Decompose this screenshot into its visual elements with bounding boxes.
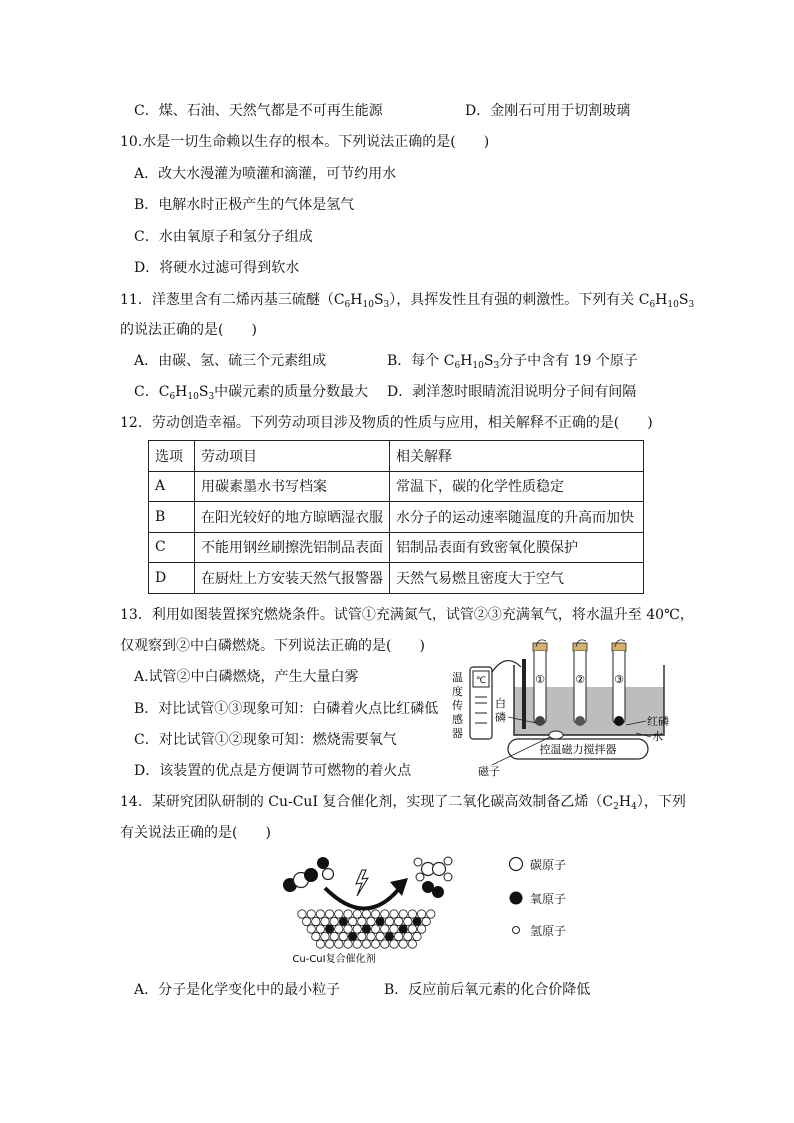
test-tube-1 xyxy=(533,640,547,726)
sensor-label-char: 度 xyxy=(452,685,463,698)
lattice-atom xyxy=(404,917,412,925)
lattice-atom xyxy=(371,940,379,948)
lattice-atom xyxy=(335,940,343,948)
tube-label: ① xyxy=(535,673,545,686)
lattice-atom xyxy=(399,940,407,948)
atom-legend-icons xyxy=(508,856,524,940)
oxygen-atom-icon xyxy=(510,892,523,905)
test-tube-2 xyxy=(573,640,587,726)
ethylene-molecule xyxy=(414,857,452,881)
lattice-atom xyxy=(385,932,393,940)
table-cell: 常温下，碳的化学性质稳定 xyxy=(390,471,644,502)
table-cell: B xyxy=(149,502,195,533)
white-phosphorus-1 xyxy=(535,716,545,726)
lattice-atom xyxy=(344,910,352,918)
test-tube-3 xyxy=(612,640,626,726)
lattice-atom xyxy=(335,910,343,918)
combustion-apparatus-figure xyxy=(446,637,676,779)
table-cell: D xyxy=(149,563,195,594)
q12-stem: 12．劳动创造幸福。下列劳动项目涉及物质的性质与应用，相关解释不正确的是( ) xyxy=(120,415,653,431)
table-cell: 在阳光较好的地方晾晒湿衣服 xyxy=(195,502,390,533)
q9-option-c: C．煤、石油、天然气都是不可再生能源 xyxy=(134,103,383,119)
lattice-atom xyxy=(325,910,333,918)
q10-stem: 10.水是一切生命赖以生存的根本。下列说法正确的是( ) xyxy=(120,134,490,150)
lattice-atom xyxy=(404,932,412,940)
table-cell: A xyxy=(149,471,195,502)
water-label: 水 xyxy=(652,730,663,743)
catalyst-label: Cu-CuI复合催化剂 xyxy=(292,954,376,965)
lattice-atom xyxy=(381,940,389,948)
lattice-atom xyxy=(339,932,347,940)
lattice-atom xyxy=(376,932,384,940)
q13-option-c: C．对比试管①②现象可知：燃烧需要氧气 xyxy=(134,732,397,748)
lattice-atom xyxy=(362,910,370,918)
lattice-atom xyxy=(312,917,320,925)
table-header: 劳动项目 xyxy=(195,441,390,472)
q13-stem: 13．利用如图装置探究燃烧条件。试管①充满氮气，试管②③充满氧气，将水温升至 40℃， xyxy=(120,607,694,623)
magnet-label: 磁子 xyxy=(478,765,500,778)
table-cell: 在厨灶上方安装天然气报警器 xyxy=(195,563,390,594)
q13-option-d: D．该装置的优点是方便调节可燃物的着火点 xyxy=(134,763,412,779)
lattice-atom xyxy=(358,917,366,925)
table-header-row xyxy=(149,441,644,472)
lattice-atom xyxy=(417,925,425,933)
q11-option-c: C．$C_6H_{10}S_3$中碳元素的质量分数最大 xyxy=(134,384,369,402)
lattice-atom xyxy=(348,917,356,925)
q13-stem-line2: 仅观察到②中白磷燃烧。下列说法正确的是( ) xyxy=(120,638,425,654)
lattice-atom xyxy=(316,910,324,918)
lattice-atom xyxy=(312,932,320,940)
lattice-atom xyxy=(399,925,407,933)
lattice-atom xyxy=(298,910,306,918)
q14-option-b: B．反应前后氧元素的化合价降低 xyxy=(384,982,591,998)
lightning-icon xyxy=(356,870,368,896)
lattice-atom xyxy=(330,917,338,925)
lattice-atom xyxy=(321,932,329,940)
reaction-arrow xyxy=(325,888,398,909)
temperature-probe xyxy=(522,659,526,729)
lattice-atom xyxy=(344,940,352,948)
lattice-atom xyxy=(316,940,324,948)
lattice-atom xyxy=(413,932,421,940)
q12-table xyxy=(148,440,644,594)
lattice-atom xyxy=(358,932,366,940)
q11-stem: 11．洋葱里含有二烯丙基三硫醚$(C_6H_{10}S_3)$，具挥发性且有强的刺激性。下列有关 $C_6H_{10}S_3$ xyxy=(120,292,695,310)
sensor-cable xyxy=(492,661,521,672)
lattice-atom xyxy=(362,940,370,948)
lattice-atom xyxy=(362,925,370,933)
lattice-atom xyxy=(330,932,338,940)
lattice-atom xyxy=(321,917,329,925)
white-phosphorus-label: 磷 xyxy=(495,711,506,724)
lattice-atom xyxy=(367,917,375,925)
thermo-unit-label: ℃ xyxy=(475,676,487,686)
hydrogen-atom-icon xyxy=(513,927,520,934)
table-row xyxy=(149,502,644,533)
q11-option-d: D．剥洋葱时眼睛流泪说明分子间有间隔 xyxy=(387,384,637,400)
lattice-atom xyxy=(381,910,389,918)
table-cell: 天然气易燃且密度大于空气 xyxy=(390,563,644,594)
co2-molecule xyxy=(283,868,318,892)
lattice-atom xyxy=(381,925,389,933)
table-header: 选项 xyxy=(149,441,195,472)
lattice-atom xyxy=(394,932,402,940)
lattice-atom xyxy=(353,925,361,933)
lattice-atom xyxy=(399,910,407,918)
lattice-atom xyxy=(307,925,315,933)
q10-option-c: C．水由氧原子和氢分子组成 xyxy=(134,229,313,245)
red-phosphorus-label: 红磷 xyxy=(647,715,669,728)
lattice-atom xyxy=(390,940,398,948)
legend-hydrogen: 氢原子 xyxy=(530,924,567,938)
q14-option-a: A．分子是化学变化中的最小粒子 xyxy=(134,982,341,998)
lattice-atom xyxy=(427,910,435,918)
sensor-label-char: 温 xyxy=(452,671,463,684)
sensor-label-char: 传 xyxy=(452,699,463,712)
table-header: 相关解释 xyxy=(390,441,644,472)
lattice-atom xyxy=(316,925,324,933)
stir-bar xyxy=(549,731,563,739)
lattice-atom xyxy=(307,910,315,918)
legend-carbon: 碳原子 xyxy=(530,858,567,872)
lattice-atom xyxy=(348,932,356,940)
lattice-atom xyxy=(413,917,421,925)
lattice-atom xyxy=(339,917,347,925)
table-cell: 用碳素墨水书写档案 xyxy=(195,471,390,502)
lattice-atom xyxy=(335,925,343,933)
co-molecule xyxy=(317,857,334,880)
table-cell: C xyxy=(149,532,195,563)
table-row xyxy=(149,471,644,502)
q10-option-b: B．电解水时正极产生的气体是氢气 xyxy=(134,197,355,213)
white-phosphorus-label: 白 xyxy=(495,697,506,710)
lattice-atom xyxy=(344,925,352,933)
oxygen-product xyxy=(422,881,444,898)
lattice-atom xyxy=(408,910,416,918)
lattice-atom xyxy=(367,932,375,940)
red-phosphorus xyxy=(614,716,624,726)
sensor-label-char: 器 xyxy=(452,727,463,740)
lattice-atom xyxy=(371,925,379,933)
table-row xyxy=(149,563,644,594)
lattice-atom xyxy=(353,910,361,918)
table-cell: 水分子的运动速率随温度的升高而加快 xyxy=(390,502,644,533)
lattice-atom xyxy=(408,925,416,933)
q14-stem-line2: 有关说法正确的是( ) xyxy=(120,825,271,841)
lattice-atom xyxy=(325,940,333,948)
q11-option-a: A．由碳、氢、硫三个元素组成 xyxy=(134,353,327,369)
tube-label: ② xyxy=(575,673,585,686)
q11-option-b: B．每个 $C_6H_{10}S_3$分子中含有 19 个原子 xyxy=(387,353,638,371)
stirrer-label: 控温磁力搅拌器 xyxy=(539,743,617,756)
lattice-atom xyxy=(385,917,393,925)
q9-option-d: D．金刚石可用于切割玻璃 xyxy=(465,103,631,119)
white-phosphorus-2 xyxy=(575,716,585,726)
table-cell: 铝制品表面有致密氧化膜保护 xyxy=(390,532,644,563)
lattice-atom xyxy=(302,917,310,925)
lattice-atom xyxy=(390,925,398,933)
q11-stem-line2: 的说法正确的是( ) xyxy=(120,322,257,338)
lattice-atom xyxy=(353,940,361,948)
lattice-atom xyxy=(371,910,379,918)
lattice-atom xyxy=(417,910,425,918)
q13-option-b: B．对比试管①③现象可知：白磷着火点比红磷低 xyxy=(134,701,439,717)
sensor-label-char: 感 xyxy=(452,713,463,726)
lattice-atom xyxy=(325,925,333,933)
lattice-atom xyxy=(394,917,402,925)
q10-option-d: D．将硬水过滤可得到软水 xyxy=(134,260,300,276)
q13-option-a: A.试管②中白磷燃烧，产生大量白雾 xyxy=(134,669,359,685)
lattice-atom xyxy=(422,917,430,925)
q14-stem: 14．某研究团队研制的 Cu-CuI 复合催化剂，实现了二氧化碳高效制备乙烯$(C_2H_4)$，下列 xyxy=(120,794,686,812)
table-row xyxy=(149,532,644,563)
lattice-atom xyxy=(390,910,398,918)
lattice-atom xyxy=(376,917,384,925)
catalyst-lattice xyxy=(298,910,435,948)
carbon-atom-icon xyxy=(510,858,523,871)
lattice-atom xyxy=(408,940,416,948)
q10-option-a: A．改大水漫灌为喷灌和滴灌，可节约用水 xyxy=(134,166,397,182)
table-cell: 不能用钢丝刷擦洗铝制品表面 xyxy=(195,532,390,563)
tube-label: ③ xyxy=(614,673,624,686)
legend-oxygen: 氧原子 xyxy=(530,892,567,906)
